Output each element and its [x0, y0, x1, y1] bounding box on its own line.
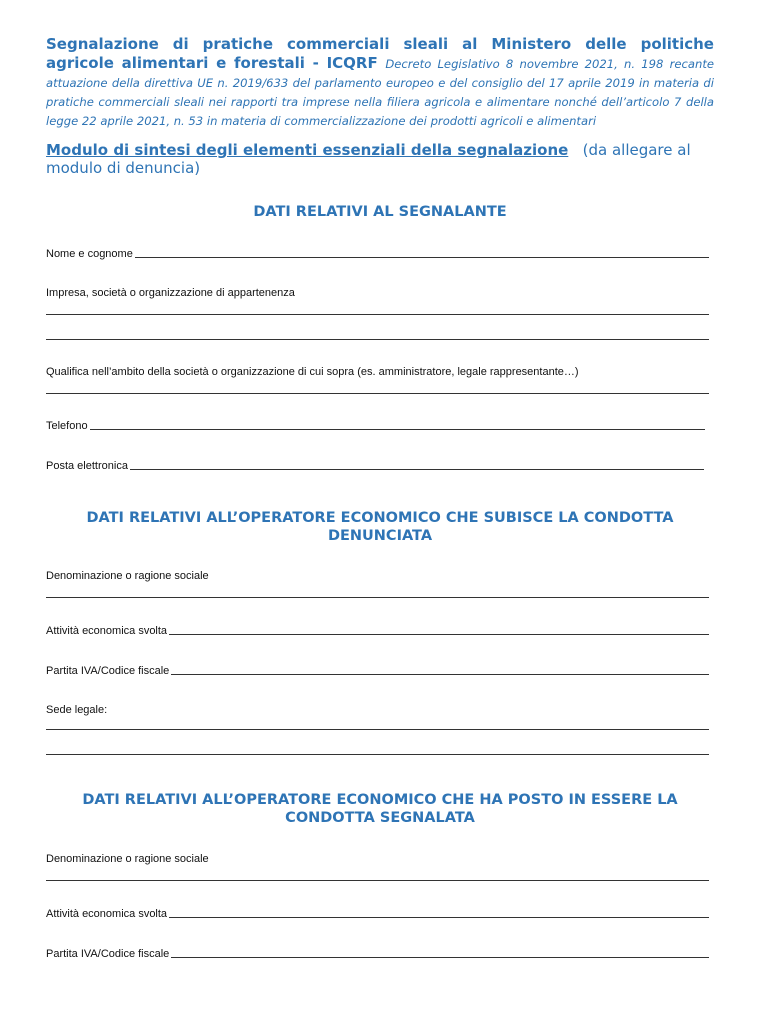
telefono-field[interactable] [46, 418, 705, 432]
s3-denominazione-line[interactable] [46, 880, 709, 881]
s2-sede-line-1[interactable] [46, 729, 709, 730]
s2-piva-field[interactable] [46, 663, 709, 677]
email-field[interactable] [46, 458, 704, 472]
s2-piva-label: Partita IVA/Codice fiscale [46, 665, 170, 677]
telefono-line[interactable] [90, 429, 705, 430]
nome-cognome-line[interactable] [135, 257, 709, 258]
s3-denominazione-label: Denominazione o ragione sociale [46, 853, 209, 865]
section-operatore-subisce-title: DATI RELATIVI ALL’OPERATORE ECONOMICO CHE SUBISCE LA CONDOTTA DENUNCIATA [86, 510, 674, 544]
s3-piva-field[interactable] [46, 946, 709, 960]
s2-denominazione-label: Denominazione o ragione sociale [46, 570, 209, 582]
impresa-line-2[interactable] [46, 339, 709, 340]
form-subtitle [46, 141, 721, 177]
s2-attivita-field[interactable] [46, 623, 709, 637]
s2-piva-line[interactable] [171, 674, 709, 675]
form-subtitle-note: (da allegare al modulo di denuncia) [46, 141, 691, 177]
section-segnalante-title: DATI RELATIVI AL SEGNALANTE [253, 204, 507, 220]
email-label: Posta elettronica [46, 460, 128, 472]
email-line[interactable] [130, 469, 704, 470]
section-operatore-condotta-title: DATI RELATIVI ALL’OPERATORE ECONOMICO CHE HA POSTO IN ESSERE LA CONDOTTA SEGNALATA [82, 792, 678, 826]
qualifica-label: Qualifica nell’ambito della società o organizzazione di cui sopra (es. amministratore, legale rappresentante…) [46, 366, 579, 378]
document-title: Segnalazione di pratiche commerciali sleali al Ministero delle politiche agricole alimentari e forestali - ICQRF [46, 35, 714, 72]
s3-attivita-line[interactable] [169, 917, 709, 918]
nome-cognome-field[interactable] [46, 246, 709, 260]
s2-sede-line-2[interactable] [46, 754, 709, 755]
nome-cognome-label: Nome e cognome [46, 248, 133, 260]
s2-denominazione-line[interactable] [46, 597, 709, 598]
s3-attivita-field[interactable] [46, 906, 709, 920]
impresa-label: Impresa, società o organizzazione di appartenenza [46, 287, 295, 299]
telefono-label: Telefono [46, 420, 88, 432]
s2-attivita-line[interactable] [169, 634, 709, 635]
document-header [46, 34, 714, 129]
s3-piva-line[interactable] [171, 957, 709, 958]
s3-attivita-label: Attività economica svolta [46, 908, 168, 920]
form-subtitle-main: Modulo di sintesi degli elementi essenziali della segnalazione [46, 141, 569, 159]
s3-piva-label: Partita IVA/Codice fiscale [46, 948, 170, 960]
s2-attivita-label: Attività economica svolta [46, 625, 168, 637]
s2-sede-label: Sede legale: [46, 704, 108, 716]
qualifica-line[interactable] [46, 393, 709, 394]
legal-reference: Decreto Legislativo 8 novembre 2021, n. 198 recante attuazione della direttiva UE n. 2019/633 del parlamento europeo e del consiglio del 17 aprile 2019 in materia di pratiche commerciali sleali nei rapporti tra imprese nella filiera agricola e alimentare nonché dell’articolo 7 della legge 22 aprile 2021, n. 53 in materia di commercializzazione dei prodotti agricoli e alimentari [46, 57, 714, 128]
impresa-line-1[interactable] [46, 314, 709, 315]
